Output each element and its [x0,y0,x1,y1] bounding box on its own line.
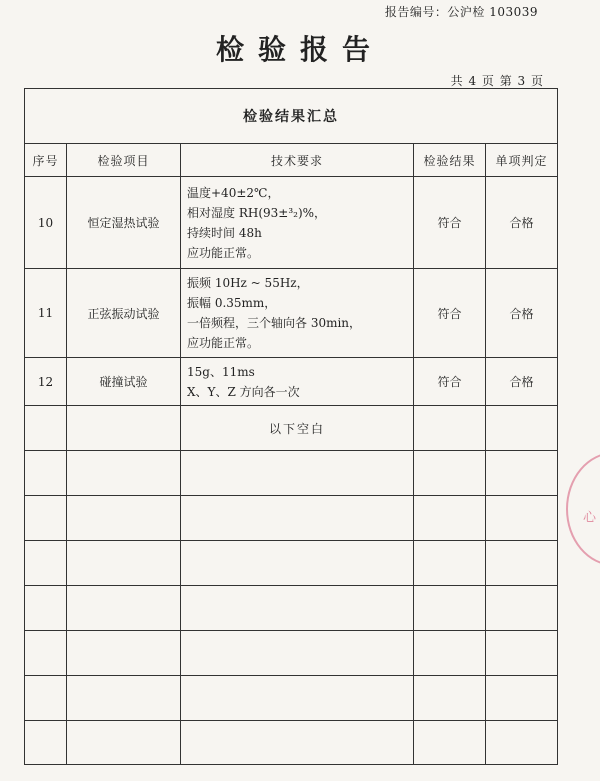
col-header-verdict: 单项判定 [486,144,558,177]
empty-cell [67,406,181,451]
seal-stamp-text: 心 [580,510,595,525]
row-result: 符合 [414,269,486,358]
col-header-item: 检验项目 [67,144,181,177]
table-row [25,676,558,721]
seal-stamp [566,452,600,566]
table-row [25,358,558,406]
row-item: 碰撞试验 [67,358,181,406]
table-row [25,541,558,586]
table-caption: 检验结果汇总 [25,89,558,144]
row-item: 恒定湿热试验 [67,177,181,269]
row-no: 10 [25,177,67,269]
table-row [25,721,558,765]
table-caption-row [25,89,558,144]
requirement-line: 振频 10Hz ~ 55Hz， [187,276,309,290]
blank-note: 以下空白 [181,406,414,451]
requirement-line: 相对湿度 RH(93±³₂)%， [187,205,327,220]
empty-cell [414,406,486,451]
table-row [25,406,558,451]
requirement-line: 应功能正常。 [187,336,260,350]
requirement-line: 一倍频程，三个轴向各 30min， [187,316,362,330]
empty-cell [486,406,558,451]
table-row [25,496,558,541]
requirement-line: 振幅 0.35mm， [187,296,277,310]
table-row [25,177,558,269]
empty-cell [25,406,67,451]
results-table [24,88,558,765]
row-item: 正弦振动试验 [67,269,181,358]
row-result: 符合 [414,358,486,406]
table-header-row [25,144,558,177]
col-header-no: 序号 [25,144,67,177]
row-verdict: 合格 [486,269,558,358]
table-row [25,586,558,631]
row-result: 符合 [414,177,486,269]
row-no: 12 [25,358,67,406]
report-number: 报告编号：公沪检 103039 [384,5,538,19]
row-requirements [181,358,414,406]
row-requirements [181,177,414,269]
row-verdict: 合格 [486,358,558,406]
table-row [25,269,558,358]
col-header-requirements: 技术要求 [181,144,414,177]
row-requirements [181,269,414,358]
requirement-line: 15g、11ms [187,364,255,379]
col-header-result: 检验结果 [414,144,486,177]
report-title: 检验报告 [215,33,384,66]
requirement-line: 温度+40±2℃， [187,185,280,200]
row-verdict: 合格 [486,177,558,269]
page-info: 共 4 页 第 3 页 [450,74,544,88]
requirement-line: 应功能正常。 [187,245,260,260]
table-row [25,451,558,496]
requirement-line: 持续时间 48h [187,225,262,240]
requirement-line: X、Y、Z 方向各一次 [187,384,300,399]
table-row [25,631,558,676]
row-no: 11 [25,269,67,358]
